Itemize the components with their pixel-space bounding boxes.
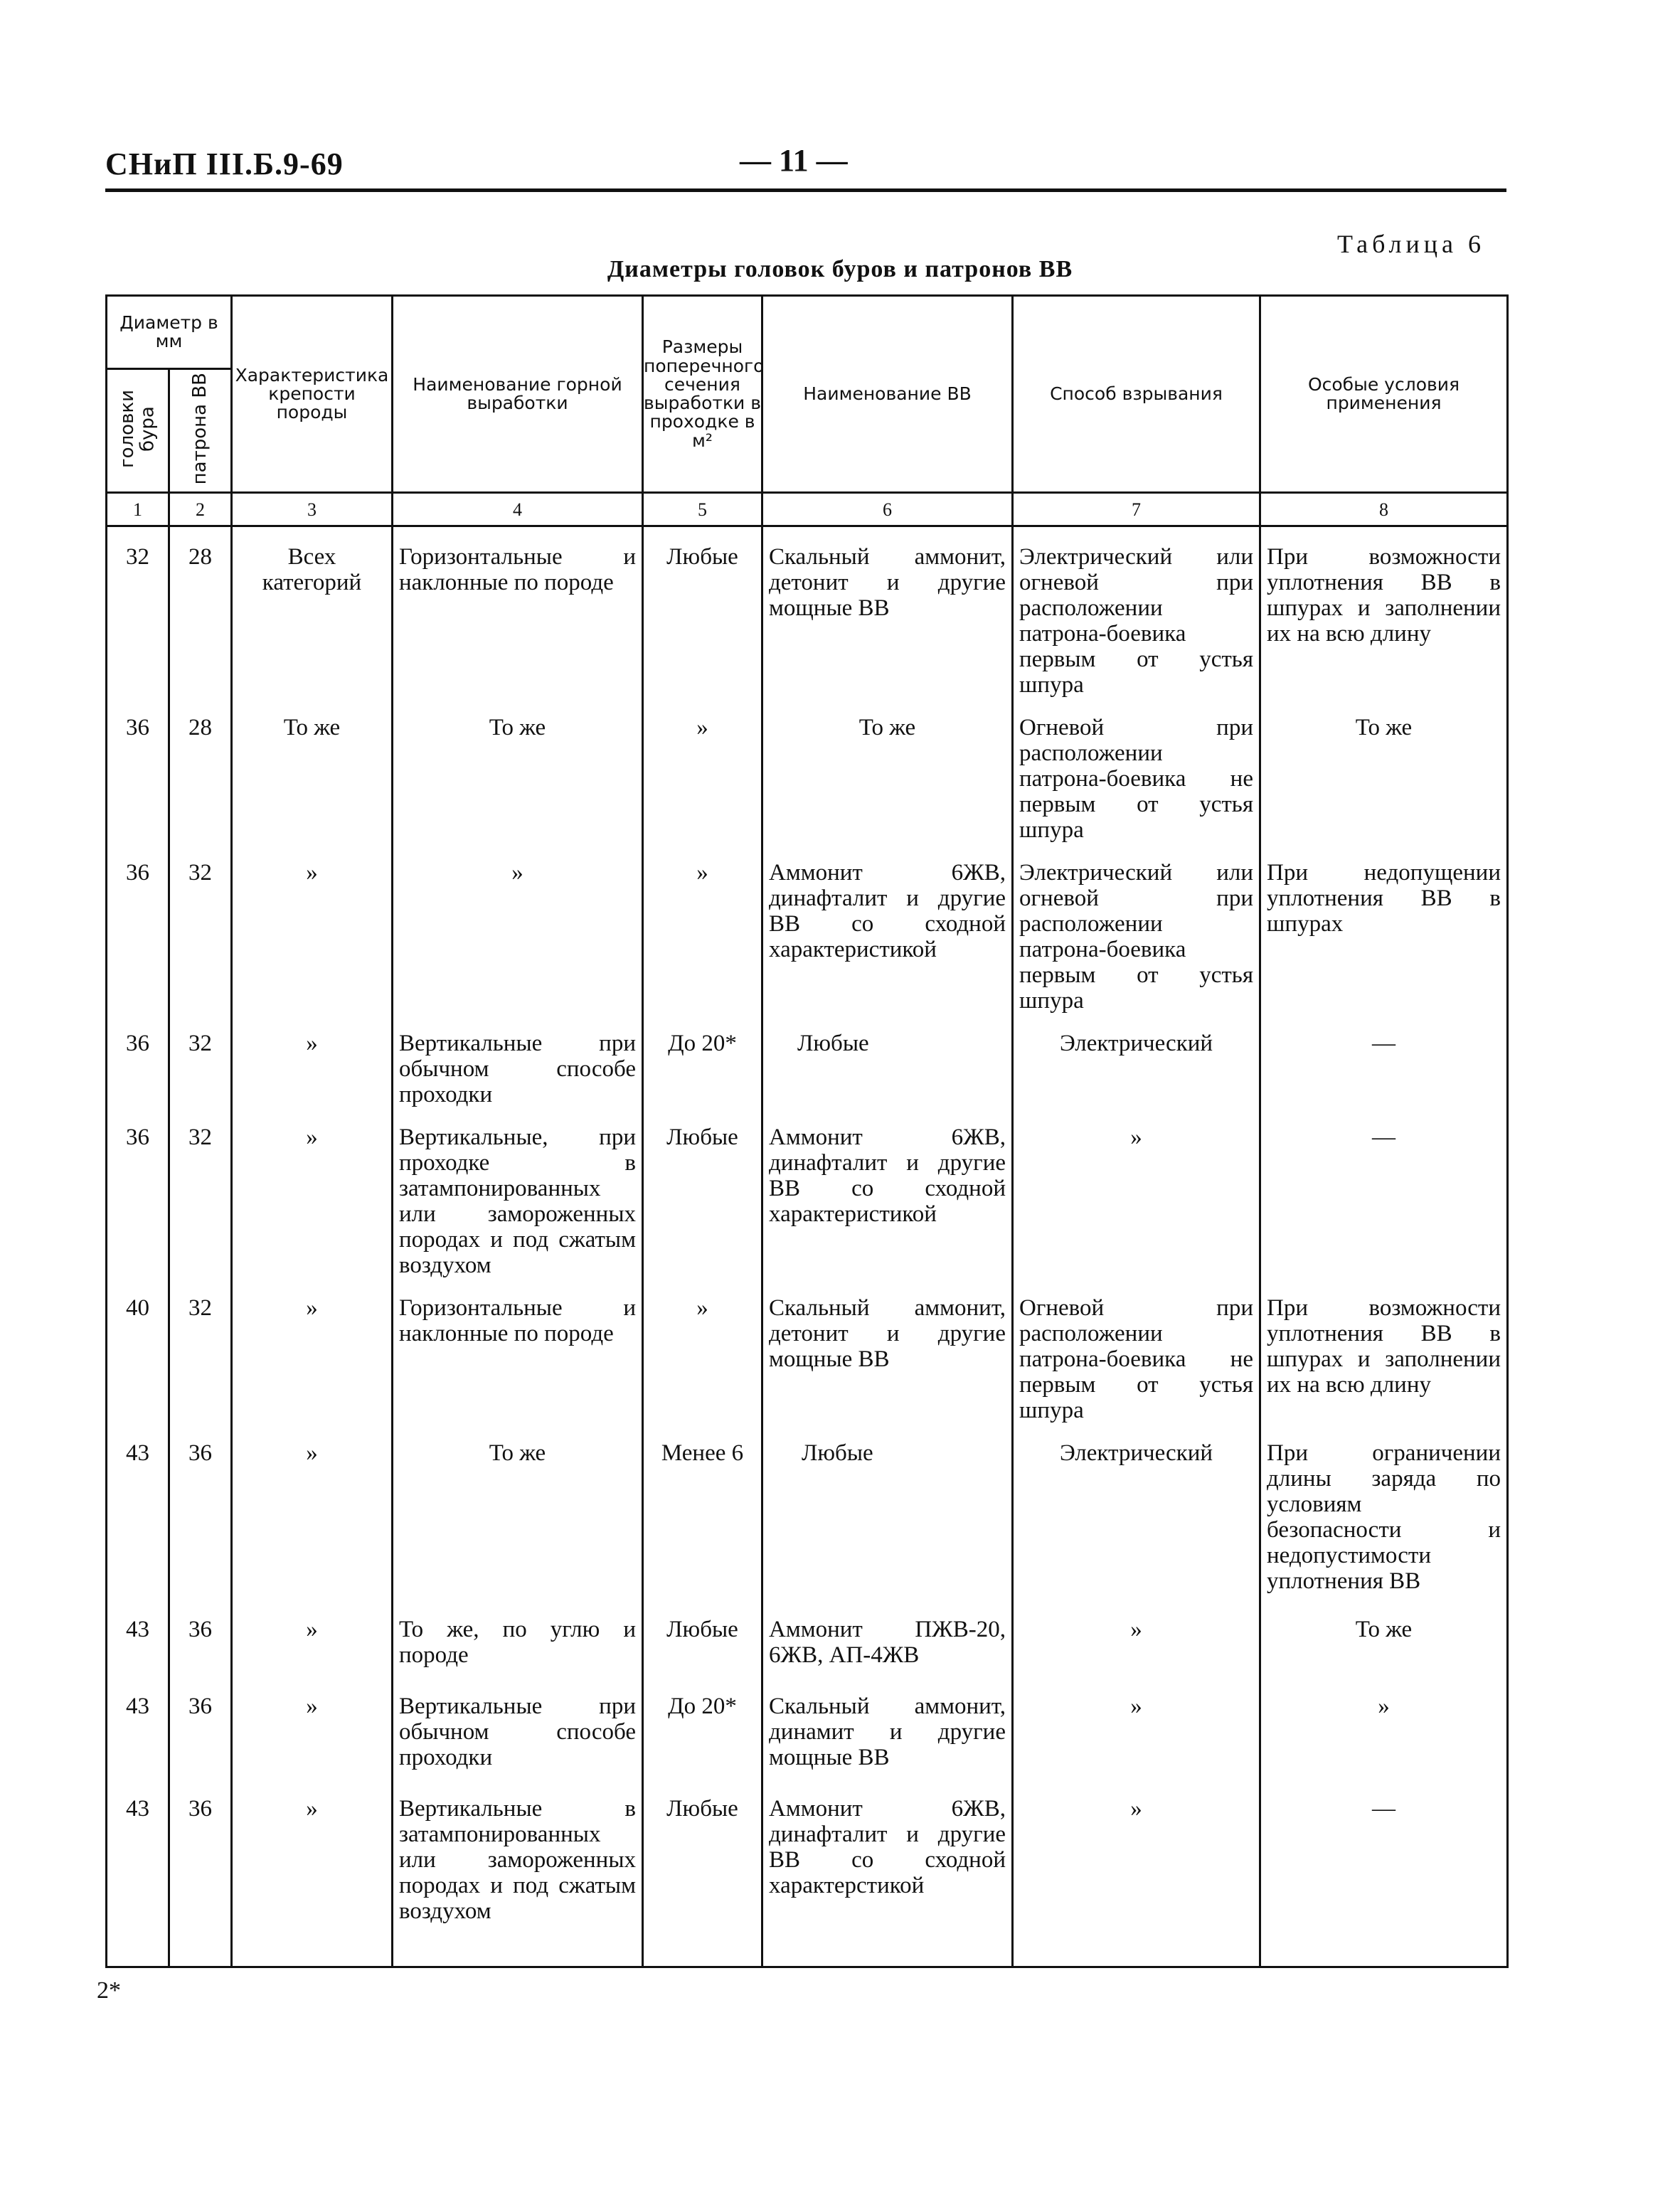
cell-blasting-method: » [1013, 1107, 1260, 1278]
cell-explosive: Любые [762, 1423, 1013, 1600]
cell-drill-head: 36 [107, 1107, 169, 1278]
cell-cartridge: 36 [169, 1423, 232, 1600]
cell-rock-strength: » [232, 1014, 393, 1107]
cell-special-conditions: » [1260, 1676, 1508, 1779]
header-drill-head [107, 369, 169, 493]
header-diameter-group: Диаметр в мм [107, 296, 232, 369]
column-number: 5 [643, 493, 762, 526]
cell-blasting-method: Огневой при расположении патрона-боевика не первым от устья шпура [1013, 698, 1260, 843]
cell-special-conditions: При возможности уплотнения ВВ в шпурах и заполнении их на всю длину [1260, 526, 1508, 698]
cell-cross-section: » [643, 843, 762, 1014]
cell-drill-head: 43 [107, 1779, 169, 1967]
column-number: 3 [232, 493, 393, 526]
cell-rock-strength: То же [232, 698, 393, 843]
cell-cartridge: 32 [169, 1107, 232, 1278]
cell-cross-section: » [643, 698, 762, 843]
cell-excavation: То же [393, 698, 643, 843]
cell-cross-section: Любые [643, 1779, 762, 1967]
cell-special-conditions: При возможности уплотнения ВВ в шпурах и заполнении их на всю длину [1260, 1278, 1508, 1423]
page-number: — 11 — [740, 143, 848, 178]
signature-mark: 2* [97, 1977, 121, 2004]
cell-drill-head: 43 [107, 1676, 169, 1779]
column-number: 8 [1260, 493, 1508, 526]
cell-explosive: Аммонит 6ЖВ, динафталит и другие ВВ со сходной характерстикой [762, 1779, 1013, 1967]
table-row [107, 843, 1508, 1014]
cell-explosive: Скальный аммонит, динамит и другие мощные ВВ [762, 1676, 1013, 1779]
table-row [107, 526, 1508, 698]
header-cartridge [169, 369, 232, 493]
header-cross-section: Размеры поперечного сечения выработки в проходке в м² [643, 296, 762, 493]
column-number: 2 [169, 493, 232, 526]
table-row [107, 698, 1508, 843]
cell-excavation: Вертикальные, при проходке в затампонированных или замороженных породах и под сжатым воздухом [393, 1107, 643, 1278]
cell-explosive: Аммонит 6ЖВ, динафталит и другие ВВ со сходной характеристикой [762, 1107, 1013, 1278]
cell-cross-section: Менее 6 [643, 1423, 762, 1600]
header-special-conditions: Особые условия применения [1260, 296, 1508, 493]
header-excavation-name: Наименование горной выработки [393, 296, 643, 493]
cell-rock-strength: » [232, 1676, 393, 1779]
cell-excavation: То же, по углю и породе [393, 1600, 643, 1676]
diameters-table [105, 294, 1509, 1968]
header-rock-strength: Характеристика крепости породы [232, 296, 393, 493]
cell-cartridge: 32 [169, 1014, 232, 1107]
cell-excavation: То же [393, 1423, 643, 1600]
cell-cross-section: Любые [643, 526, 762, 698]
cell-cartridge: 32 [169, 843, 232, 1014]
cell-special-conditions: — [1260, 1014, 1508, 1107]
table-label: Таблица 6 [1337, 230, 1485, 258]
cell-blasting-method: » [1013, 1779, 1260, 1967]
cell-excavation: Горизонтальные и наклонные по породе [393, 1278, 643, 1423]
cell-excavation: Вертикальные при обычном способе проходки [393, 1014, 643, 1107]
cell-cross-section: До 20* [643, 1014, 762, 1107]
cell-blasting-method: Электрический [1013, 1014, 1260, 1107]
cell-explosive: Аммонит 6ЖВ, динафталит и другие ВВ со сходной характеристикой [762, 843, 1013, 1014]
cell-rock-strength: » [232, 1278, 393, 1423]
header-explosive-name: Наименование ВВ [762, 296, 1013, 493]
cell-cross-section: Любые [643, 1107, 762, 1278]
header-drill-head-label: головки бура [116, 389, 159, 469]
table-row [107, 1423, 1508, 1600]
cell-explosive: Скальный аммонит, детонит и другие мощные ВВ [762, 526, 1013, 698]
cell-rock-strength: Всех категорий [232, 526, 393, 698]
table-row [107, 1676, 1508, 1779]
cell-explosive: То же [762, 698, 1013, 843]
cell-cartridge: 28 [169, 526, 232, 698]
cell-blasting-method: Электрический или огневой при расположении патрона-боевика первым от устья шпура [1013, 526, 1260, 698]
cell-drill-head: 36 [107, 1014, 169, 1107]
cell-excavation: Вертикальные при обычном способе проходки [393, 1676, 643, 1779]
cell-cross-section: Любые [643, 1600, 762, 1676]
cell-cross-section: До 20* [643, 1676, 762, 1779]
table-row [107, 1107, 1508, 1278]
cell-cartridge: 28 [169, 698, 232, 843]
cell-special-conditions: — [1260, 1779, 1508, 1967]
cell-rock-strength: » [232, 1423, 393, 1600]
table-row [107, 1278, 1508, 1423]
cell-excavation: Горизонтальные и наклонные по породе [393, 526, 643, 698]
cell-drill-head: 43 [107, 1600, 169, 1676]
cell-special-conditions: — [1260, 1107, 1508, 1278]
cell-cartridge: 36 [169, 1676, 232, 1779]
column-number: 6 [762, 493, 1013, 526]
cell-drill-head: 40 [107, 1278, 169, 1423]
cell-drill-head: 36 [107, 843, 169, 1014]
cell-explosive: Любые [762, 1014, 1013, 1107]
cell-blasting-method: Электрический [1013, 1423, 1260, 1600]
header-rule [105, 188, 1506, 192]
table-row [107, 1779, 1508, 1967]
document-code: СНиП III.Б.9-69 [105, 147, 344, 181]
cell-cartridge: 32 [169, 1278, 232, 1423]
cell-special-conditions: При ограничении длины заряда по условиям безопасности и недопустимости уплотнения ВВ [1260, 1423, 1508, 1600]
cell-explosive: Скальный аммонит, детонит и другие мощные ВВ [762, 1278, 1013, 1423]
table-title: Диаметры головок буров и патронов ВВ [607, 256, 1073, 282]
cell-cross-section: » [643, 1278, 762, 1423]
table-row [107, 1600, 1508, 1676]
cell-drill-head: 43 [107, 1423, 169, 1600]
cell-rock-strength: » [232, 1107, 393, 1278]
cell-special-conditions: То же [1260, 698, 1508, 843]
header-cartridge-label: патрона ВВ [189, 373, 211, 485]
column-number: 1 [107, 493, 169, 526]
cell-special-conditions: То же [1260, 1600, 1508, 1676]
cell-explosive: Аммонит ПЖВ-20, 6ЖВ, АП-4ЖВ [762, 1600, 1013, 1676]
cell-cartridge: 36 [169, 1779, 232, 1967]
cell-blasting-method: Электрический или огневой при расположении патрона-боевика первым от устья шпура [1013, 843, 1260, 1014]
cell-excavation: » [393, 843, 643, 1014]
cell-excavation: Вертикальные в затампонированных или замороженных породах и под сжатым воздухом [393, 1779, 643, 1967]
cell-blasting-method: » [1013, 1600, 1260, 1676]
cell-drill-head: 36 [107, 698, 169, 843]
cell-rock-strength: » [232, 1779, 393, 1967]
table-row [107, 1014, 1508, 1107]
cell-cartridge: 36 [169, 1600, 232, 1676]
cell-drill-head: 32 [107, 526, 169, 698]
cell-rock-strength: » [232, 843, 393, 1014]
cell-rock-strength: » [232, 1600, 393, 1676]
header-blasting-method: Способ взрывания [1013, 296, 1260, 493]
column-number: 7 [1013, 493, 1260, 526]
cell-blasting-method: Огневой при расположении патрона-боевика не первым от устья шпура [1013, 1278, 1260, 1423]
cell-blasting-method: » [1013, 1676, 1260, 1779]
column-number: 4 [393, 493, 643, 526]
cell-special-conditions: При недопущении уплотнения ВВ в шпурах [1260, 843, 1508, 1014]
